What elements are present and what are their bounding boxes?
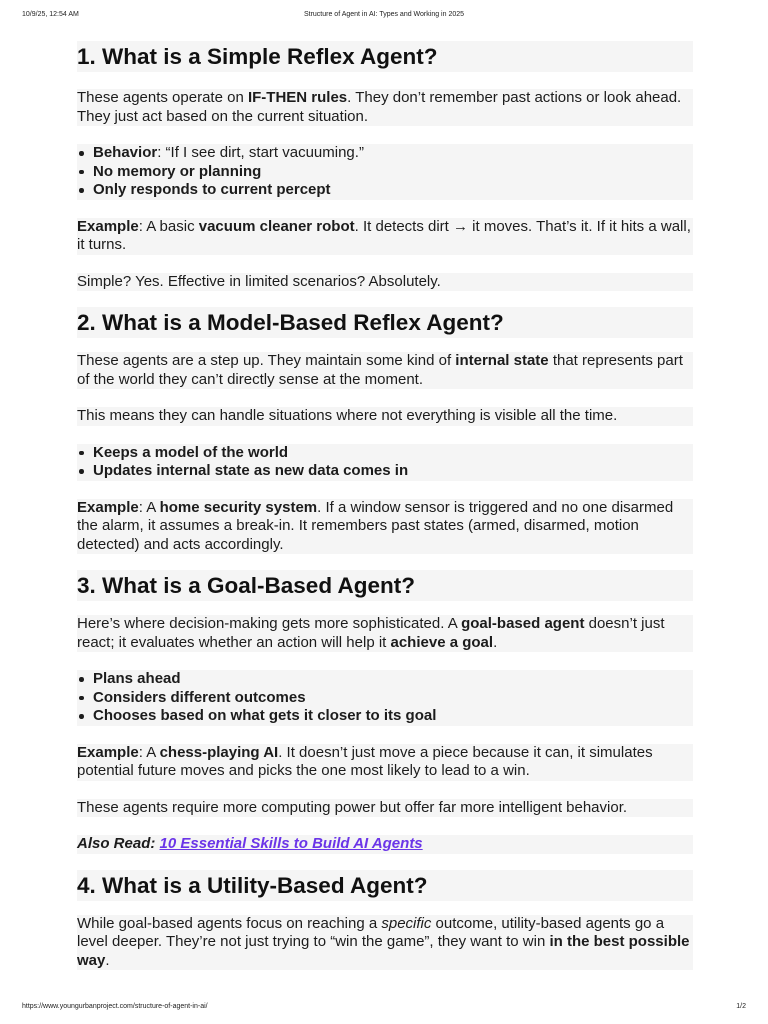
bold-text: Example [77, 743, 139, 761]
text: These agents operate on [77, 89, 248, 106]
text: : A [138, 498, 160, 516]
page-number: 1/2 [736, 1003, 746, 1010]
text: : “If I see dirt, start vacuuming.” [157, 144, 364, 161]
text: These agents are a step up. They maintain some kind of [77, 352, 456, 369]
section-heading: 3. What is a Goal-Based Agent? [77, 570, 693, 601]
print-footer [22, 1003, 746, 1015]
bold-text: goal-based agent [461, 615, 585, 632]
section-heading: 1. What is a Simple Reflex Agent? [77, 41, 693, 72]
print-header [22, 11, 746, 23]
bold-text: Behavior [93, 144, 158, 161]
section-heading: 4. What is a Utility-Based Agent? [77, 870, 693, 901]
paragraph [77, 352, 693, 389]
article-body [77, 41, 693, 970]
paragraph: Simple? Yes. Effective in limited scenarios? Absolutely. [77, 273, 693, 292]
bold-text: Example [77, 217, 139, 235]
section-heading: 2. What is a Model-Based Reflex Agent? [77, 307, 693, 338]
example-paragraph [77, 218, 693, 255]
text: While goal-based agents focus on reaching a [77, 914, 382, 932]
bullet-list [77, 444, 693, 481]
text: Here’s where decision-making gets more sophisticated. A [77, 615, 462, 632]
print-date: 10/9/25, 12:54 AM [22, 11, 79, 18]
also-read-label: Also Read: [77, 835, 156, 852]
bullet-list [77, 670, 693, 726]
list-item [93, 144, 693, 163]
bold-text: internal state [455, 352, 549, 369]
text: . If a window sensor is triggered and no one disarmed the alarm, it assumes a break-in. It remembers past states (armed, disarmed, motion detected) and acts accordingly. [77, 498, 674, 553]
text: . [105, 951, 110, 969]
bold-text: vacuum cleaner robot [198, 217, 355, 235]
example-paragraph [77, 499, 693, 555]
text: : A [138, 743, 160, 761]
print-title: Structure of Agent in AI: Types and Working in 2025 [303, 11, 465, 18]
paragraph [77, 615, 693, 652]
bold-text: IF-THEN rules [247, 89, 348, 106]
print-url: https://www.youngurbanproject.com/structure-of-agent-in-ai/ [22, 1003, 208, 1010]
list-item: Only responds to current percept [93, 181, 693, 200]
list-item: No memory or planning [93, 163, 693, 182]
list-item: Keeps a model of the world [93, 444, 693, 463]
list-item: Updates internal state as new data comes in [93, 462, 693, 481]
example-paragraph [77, 744, 693, 781]
text: outcome, utility-based agents go a level deeper. They’re not just trying to “win the game”, they want to win [77, 914, 665, 950]
bold-text: Example [77, 498, 139, 516]
text: . [493, 633, 498, 651]
text: . It detects dirt → it moves. That’s it. If it hits a wall, it turns. [77, 217, 691, 253]
bold-text: chess-playing AI [159, 743, 279, 761]
list-item: Chooses based on what gets it closer to its goal [93, 707, 693, 726]
text: that represents part of the world they can’t directly sense at the moment. [77, 352, 683, 388]
italic-text: specific [381, 914, 432, 932]
list-item: Plans ahead [93, 670, 693, 689]
text: . It doesn’t just move a piece because it can, it simulates potential future moves and picks the one most likely to lead to a win. [77, 743, 653, 779]
paragraph: These agents require more computing power but offer far more intelligent behavior. [77, 799, 693, 818]
also-read [77, 835, 693, 854]
bold-text: achieve a goal [390, 633, 494, 651]
paragraph: This means they can handle situations where not everything is visible all the time. [77, 407, 693, 426]
list-item: Considers different outcomes [93, 689, 693, 708]
paragraph [77, 89, 693, 126]
bold-text: in the best possible way [77, 933, 690, 969]
paragraph [77, 915, 693, 971]
bold-text: home security system [159, 498, 318, 516]
also-read-link[interactable]: 10 Essential Skills to Build AI Agents [159, 835, 423, 852]
text: : A basic [138, 217, 199, 235]
text: doesn’t just react; it evaluates whether an action will help it [77, 615, 665, 651]
text: . They don’t remember past actions or look ahead. They just act based on the current situation. [77, 89, 682, 125]
bullet-list [77, 144, 693, 200]
